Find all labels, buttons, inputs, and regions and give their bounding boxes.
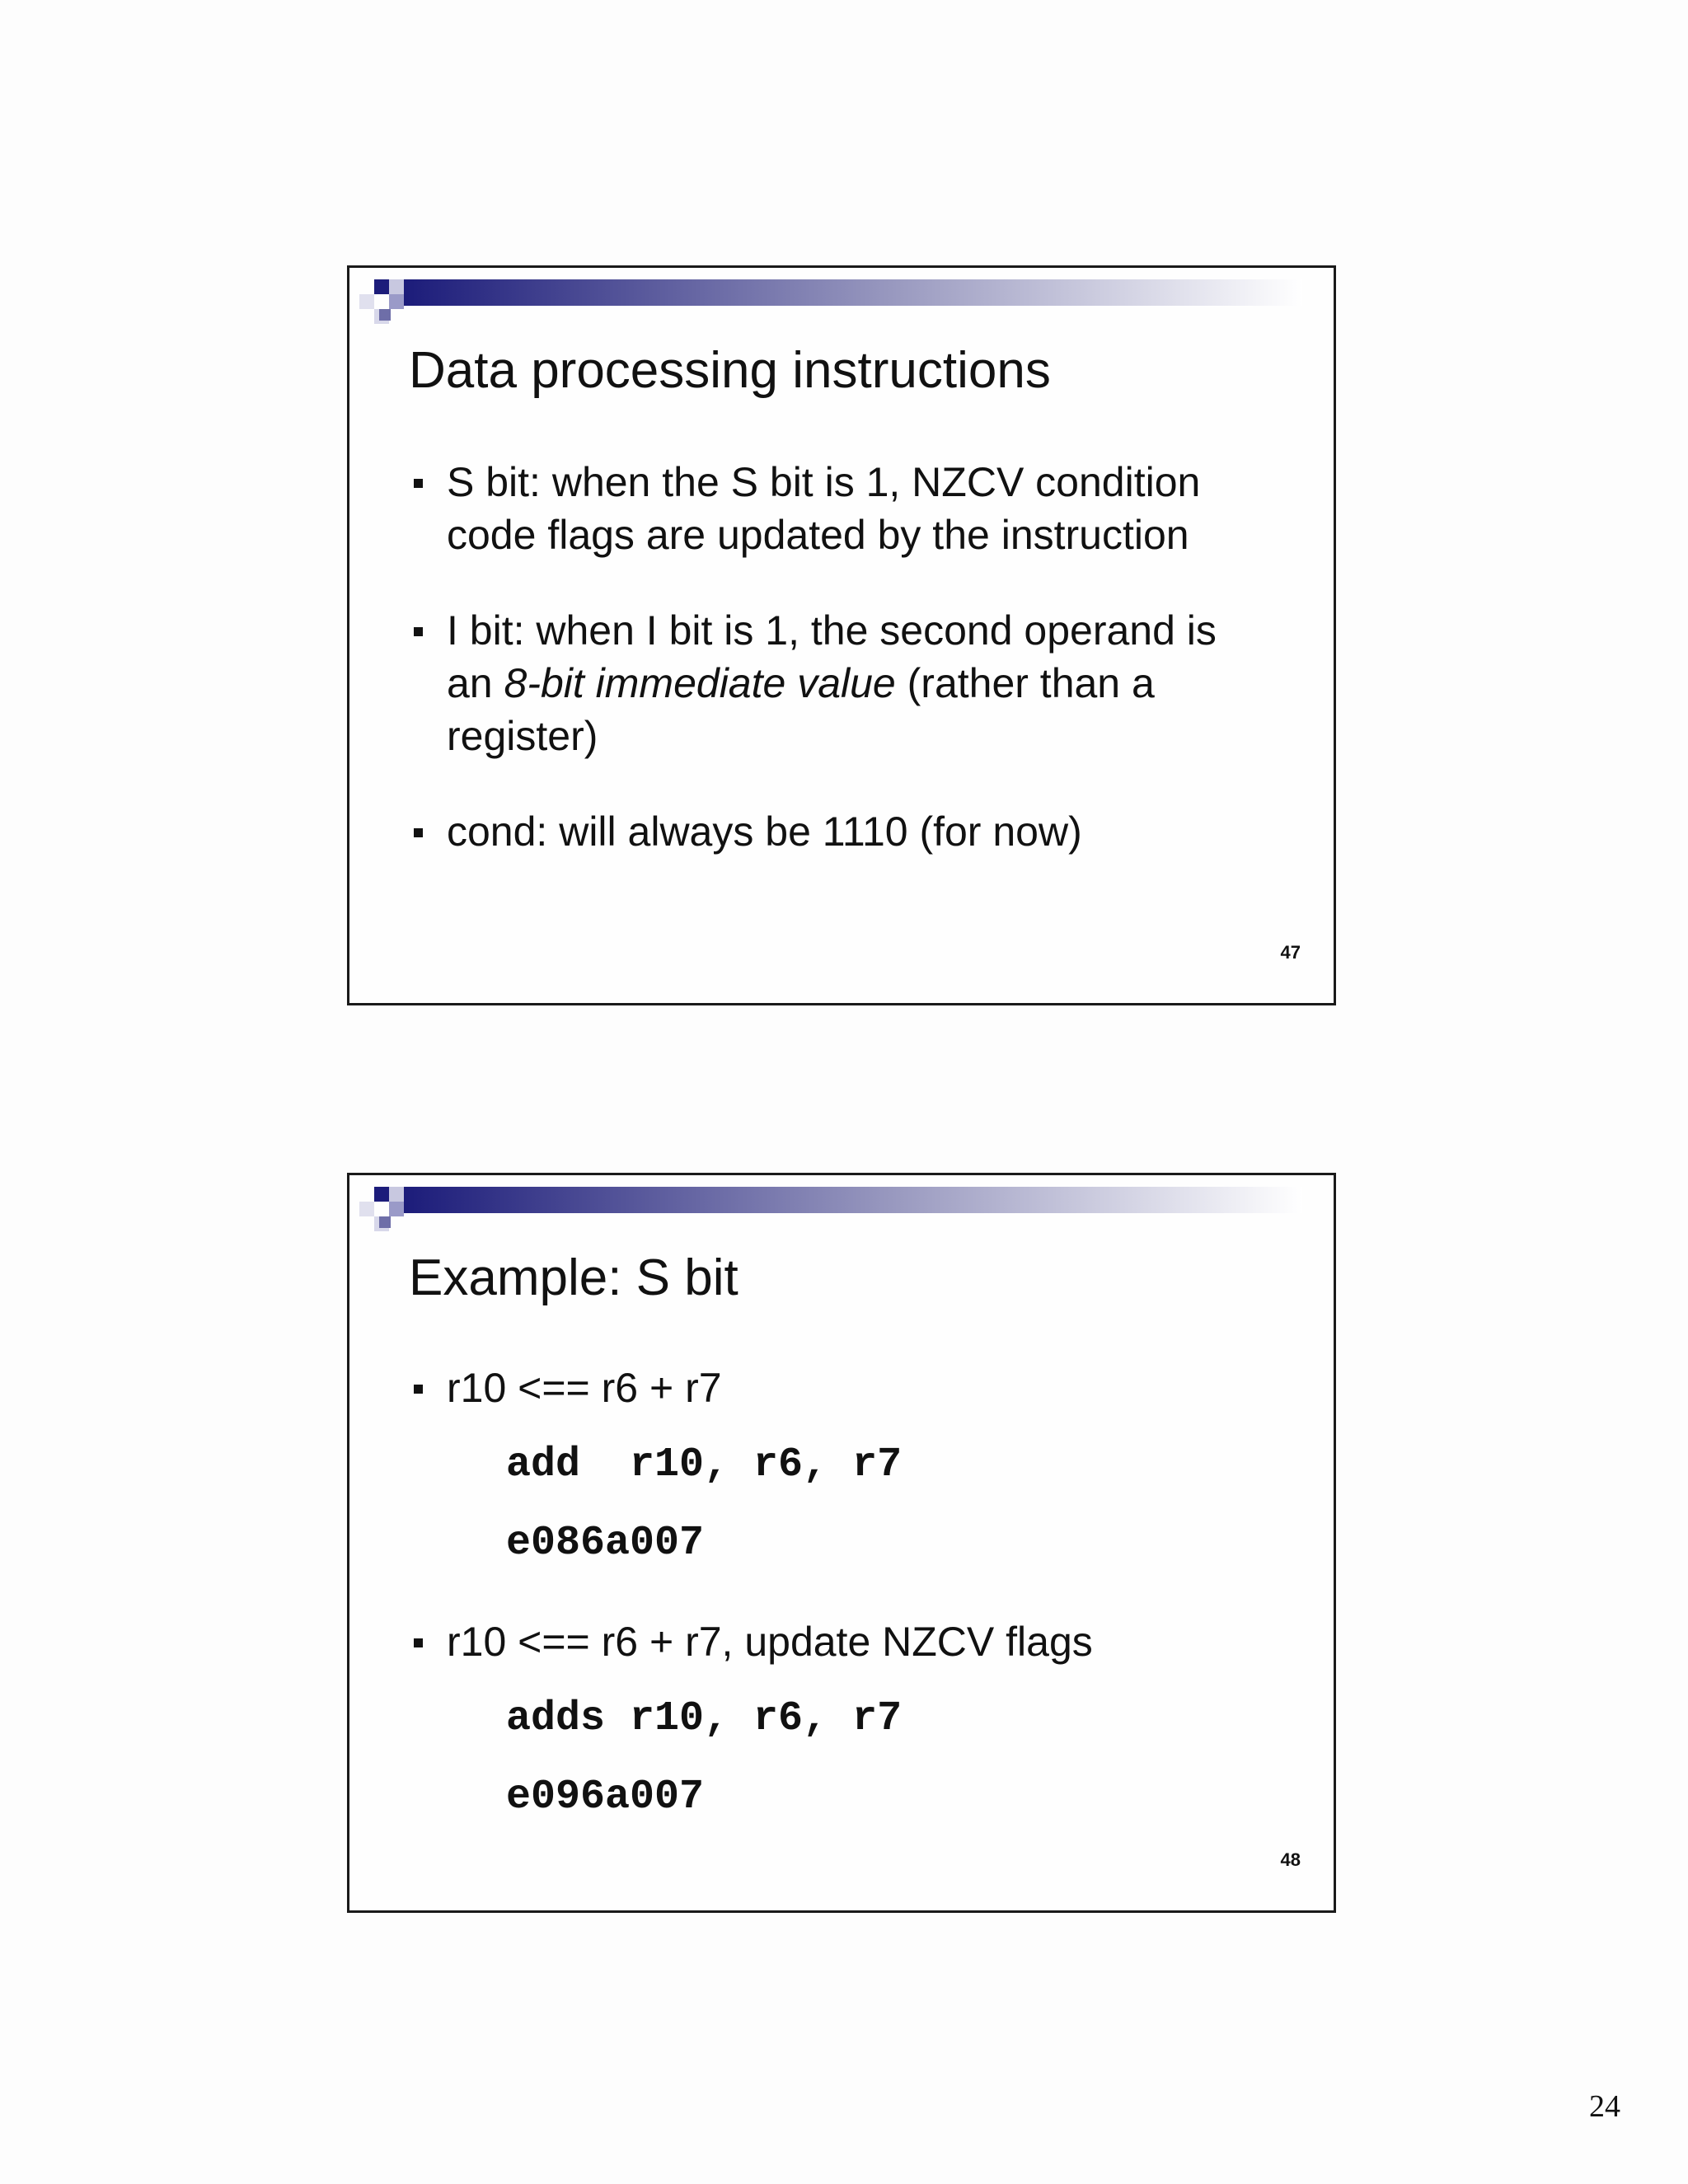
- page-number: 24: [1589, 2089, 1620, 2124]
- emphasis-text: 8-bit immediate value: [504, 660, 896, 706]
- bullet-item: [409, 456, 1299, 563]
- header-gradient-bar: [349, 1175, 1339, 1241]
- bullet-line: code flags are updated by the instruction: [447, 512, 1189, 558]
- bullet-marker: [414, 1638, 423, 1647]
- bullet-text: [447, 604, 1287, 762]
- bullet-line: cond: will always be 1110 (for now): [447, 808, 1082, 855]
- code-line: add r10, r6, r7: [506, 1441, 903, 1488]
- bullet-marker: [414, 627, 423, 636]
- bullet-marker: [414, 1385, 423, 1394]
- slide-number: 48: [1280, 1849, 1301, 1870]
- bullet-text: r10 <== r6 + r7, update NZCV flags: [447, 1619, 1093, 1665]
- code-line: adds r10, r6, r7: [506, 1695, 903, 1742]
- bullet-line: S bit: when the S bit is 1, NZCV condition: [447, 459, 1201, 505]
- slide-header-decoration: [349, 268, 1334, 334]
- header-gradient-bar: [349, 268, 1339, 334]
- bullet-line: I bit: when I bit is 1, the second operand is: [447, 607, 1217, 654]
- bullet-item: [409, 805, 1299, 863]
- bullet-text: r10 <== r6 + r7: [447, 1365, 722, 1411]
- bullet-text-span: (rather than a: [895, 660, 1155, 706]
- slide-title: Example: S bit: [409, 1249, 738, 1306]
- slide-number: 47: [1280, 942, 1301, 963]
- slide-48: [347, 1173, 1336, 1913]
- bullet-text-span: an: [447, 660, 504, 706]
- code-line: e096a007: [506, 1774, 705, 1821]
- slide-47: [347, 265, 1336, 1005]
- bullet-marker: [414, 828, 423, 837]
- slide-header-decoration: [349, 1175, 1334, 1241]
- bullet-line: register): [447, 713, 598, 759]
- bullet-item: [409, 604, 1299, 769]
- code-line: e086a007: [506, 1520, 705, 1567]
- bullet-item: [409, 1361, 1299, 1419]
- bullet-text: [447, 456, 1287, 561]
- slide-title: Data processing instructions: [409, 342, 1051, 399]
- bullet-text: [447, 805, 1287, 858]
- bullet-line: [447, 657, 1287, 710]
- bullet-item: [409, 1615, 1299, 1673]
- bullet-marker: [414, 479, 423, 488]
